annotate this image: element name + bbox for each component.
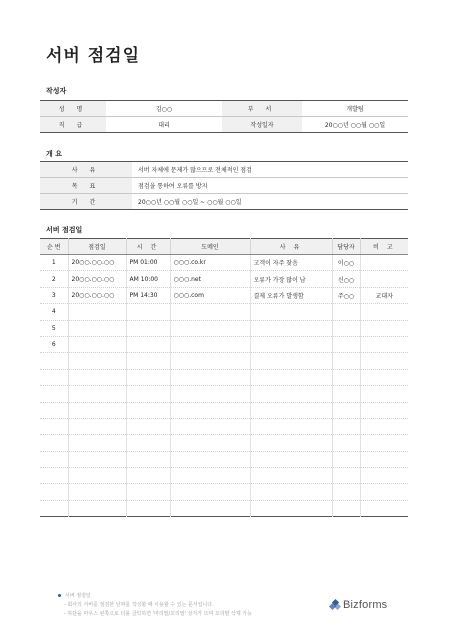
note-cell: [360, 353, 408, 369]
table-row: [40, 271, 408, 287]
check-time-cell: [126, 468, 170, 484]
table-row: [40, 320, 408, 336]
note-cell: [360, 435, 408, 451]
check-date-cell: [68, 451, 126, 467]
row-number-cell: [40, 353, 68, 369]
footer-notes: [58, 592, 252, 619]
check-date-cell: 20○○.○○.○○: [68, 271, 126, 287]
check-date-cell: 20○○.○○.○○: [68, 287, 126, 303]
position-value: 대리: [158, 122, 170, 129]
goal-label: 목 표: [40, 178, 132, 194]
check-time-cell: [126, 353, 170, 369]
check-time-cell: [126, 500, 170, 516]
table-row: [40, 418, 408, 434]
table-row: [40, 386, 408, 402]
check-date-cell: [68, 418, 126, 434]
period-value: 20○○년 ○○월 ○○일 ~ ○○월 ○○일: [138, 199, 242, 206]
check-time-cell: [126, 386, 170, 402]
table-row: [40, 178, 408, 194]
domain-cell: [170, 386, 250, 402]
column-header-reason: 사 유: [250, 239, 332, 255]
check-date-cell: [68, 336, 126, 352]
person-in-charge-cell: 주○○: [332, 287, 360, 303]
written-date-value: 20○○년 ○○월 ○○일: [324, 122, 386, 129]
overview-section-label: 개 요: [46, 150, 62, 158]
row-number-cell: [40, 369, 68, 385]
domain-cell: [170, 435, 250, 451]
note-cell: [360, 386, 408, 402]
row-number-cell: [40, 435, 68, 451]
reason-cell: [250, 418, 332, 434]
domain-cell: ○○○.com: [170, 287, 250, 303]
reason-cell: [250, 369, 332, 385]
note-cell: [360, 304, 408, 320]
name-value: 김○○: [106, 101, 222, 117]
table-row: [40, 117, 408, 133]
check-time-cell: [126, 320, 170, 336]
domain-cell: [170, 336, 250, 352]
check-time-cell: [126, 336, 170, 352]
server-section-label: 서버 점검일: [46, 226, 83, 234]
note-cell: [360, 468, 408, 484]
person-in-charge-cell: [332, 418, 360, 434]
person-in-charge-cell: [332, 386, 360, 402]
domain-cell: ○○○.net: [170, 271, 250, 287]
check-date-cell: [68, 468, 126, 484]
table-row: [40, 451, 408, 467]
domain-cell: [170, 468, 250, 484]
domain-cell: [170, 484, 250, 500]
person-in-charge-cell: [332, 451, 360, 467]
domain-cell: [170, 402, 250, 418]
position-label: 직 급: [40, 117, 106, 133]
table-row: [40, 484, 408, 500]
reason-cell: [250, 386, 332, 402]
note-cell: [360, 271, 408, 287]
row-number-cell: [40, 418, 68, 434]
note-cell: [360, 369, 408, 385]
check-time-cell: PM 01:00: [126, 255, 170, 271]
table-row: [40, 500, 408, 516]
domain-cell: [170, 304, 250, 320]
reason-cell: 오류가 가장 많이 남: [250, 271, 332, 287]
person-in-charge-cell: [332, 500, 360, 516]
table-header-row: [40, 239, 408, 255]
person-in-charge-cell: [332, 304, 360, 320]
check-date-cell: [68, 369, 126, 385]
overview-table: [40, 161, 408, 210]
person-in-charge-cell: [332, 402, 360, 418]
row-number-cell: 3: [40, 287, 68, 303]
reason-cell: [250, 484, 332, 500]
footer-title: 서버 점검일: [65, 593, 91, 599]
note-cell: [360, 451, 408, 467]
reason-cell: [250, 304, 332, 320]
column-header-no: 순 번: [40, 239, 68, 255]
row-number-cell: 4: [40, 304, 68, 320]
bizforms-logo: [330, 599, 387, 611]
domain-cell: [170, 353, 250, 369]
reason-value: 서버 자체에 문제가 많으므로 전체적인 점검: [132, 162, 408, 178]
row-number-cell: [40, 468, 68, 484]
author-table: [40, 100, 408, 133]
reason-cell: [250, 320, 332, 336]
reason-cell: [250, 336, 332, 352]
domain-cell: [170, 418, 250, 434]
goal-value: 점검을 통하여 오류를 방지: [132, 178, 408, 194]
person-in-charge-cell: [332, 435, 360, 451]
reason-cell: [250, 435, 332, 451]
table-row: [40, 304, 408, 320]
check-date-cell: [68, 435, 126, 451]
person-in-charge-cell: [332, 484, 360, 500]
reason-cell: [250, 353, 332, 369]
column-header-time: 시 간: [126, 239, 170, 255]
server-check-table: [40, 238, 408, 517]
reason-cell: 결제 오류가 발생함: [250, 287, 332, 303]
bizforms-logo-text: Bizforms: [343, 599, 388, 611]
row-number-cell: 5: [40, 320, 68, 336]
column-header-note: 비 고: [360, 239, 408, 255]
table-row: [40, 402, 408, 418]
check-time-cell: [126, 484, 170, 500]
reason-cell: [250, 451, 332, 467]
person-in-charge-cell: [332, 320, 360, 336]
column-header-person: 담당자: [332, 239, 360, 255]
department-value: 개발팀: [302, 101, 408, 117]
bullet-icon: [58, 594, 61, 597]
reason-label: 사 유: [40, 162, 132, 178]
row-number-cell: 6: [40, 336, 68, 352]
department-label: 부 서: [222, 101, 302, 117]
check-time-cell: [126, 435, 170, 451]
table-row: [40, 162, 408, 178]
table-row: [40, 336, 408, 352]
check-date-cell: [68, 402, 126, 418]
note-cell: [360, 402, 408, 418]
check-date-cell: [68, 484, 126, 500]
row-number-cell: [40, 386, 68, 402]
note-cell: [360, 484, 408, 500]
check-date-cell: [68, 386, 126, 402]
check-time-cell: [126, 304, 170, 320]
domain-cell: [170, 451, 250, 467]
note-cell: [360, 255, 408, 271]
person-in-charge-cell: 이○○: [332, 255, 360, 271]
row-number-cell: [40, 402, 68, 418]
domain-cell: [170, 320, 250, 336]
check-date-cell: [68, 320, 126, 336]
person-in-charge-cell: [332, 369, 360, 385]
reason-cell: [250, 500, 332, 516]
reason-cell: [250, 468, 332, 484]
table-row: [40, 468, 408, 484]
period-label: 기 간: [40, 194, 132, 210]
note-cell: [360, 500, 408, 516]
domain-cell: [170, 369, 250, 385]
table-row: [40, 194, 408, 210]
row-number-cell: [40, 484, 68, 500]
reason-cell: 고객이 자주 찾음: [250, 255, 332, 271]
person-in-charge-cell: 신○○: [332, 271, 360, 287]
domain-cell: ○○○.co.kr: [170, 255, 250, 271]
check-time-cell: AM 10:00: [126, 271, 170, 287]
check-date-cell: 20○○.○○.○○: [68, 255, 126, 271]
table-row: [40, 369, 408, 385]
person-in-charge-cell: [332, 336, 360, 352]
author-section-label: 작성자: [46, 87, 67, 95]
domain-cell: [170, 500, 250, 516]
column-header-date: 점검일: [68, 239, 126, 255]
name-label: 성 명: [40, 101, 106, 117]
column-header-domain: 도메인: [170, 239, 250, 255]
person-in-charge-cell: [332, 468, 360, 484]
table-row: [40, 287, 408, 303]
reason-cell: [250, 402, 332, 418]
row-number-cell: 2: [40, 271, 68, 287]
table-row: [40, 353, 408, 369]
table-row: [40, 255, 408, 271]
note-cell: 교대자: [360, 287, 408, 303]
check-date-cell: [68, 353, 126, 369]
footer-line-2: - 하단을 마우스 왼쪽으로 더블 클릭하면 '머리말/꼬리말' 상자가 뜨며 꼬리말 삭제 가능: [64, 611, 252, 617]
note-cell: [360, 336, 408, 352]
row-number-cell: [40, 500, 68, 516]
row-number-cell: 1: [40, 255, 68, 271]
note-cell: [360, 320, 408, 336]
table-row: [40, 101, 408, 117]
check-time-cell: [126, 369, 170, 385]
check-time-cell: PM 14:30: [126, 287, 170, 303]
note-cell: [360, 418, 408, 434]
person-in-charge-cell: [332, 353, 360, 369]
check-date-cell: [68, 500, 126, 516]
written-date-label: 작성일자: [222, 117, 302, 133]
table-row: [40, 435, 408, 451]
footer-line-1: - 회사의 서버를 점검한 날짜를 작성할 때 사용할 수 있는 문서입니다.: [64, 602, 214, 608]
check-date-cell: [68, 304, 126, 320]
check-time-cell: [126, 418, 170, 434]
check-time-cell: [126, 402, 170, 418]
row-number-cell: [40, 451, 68, 467]
bizforms-logo-icon: [330, 600, 340, 610]
document-title: 서버 점검일: [46, 46, 141, 66]
check-time-cell: [126, 451, 170, 467]
